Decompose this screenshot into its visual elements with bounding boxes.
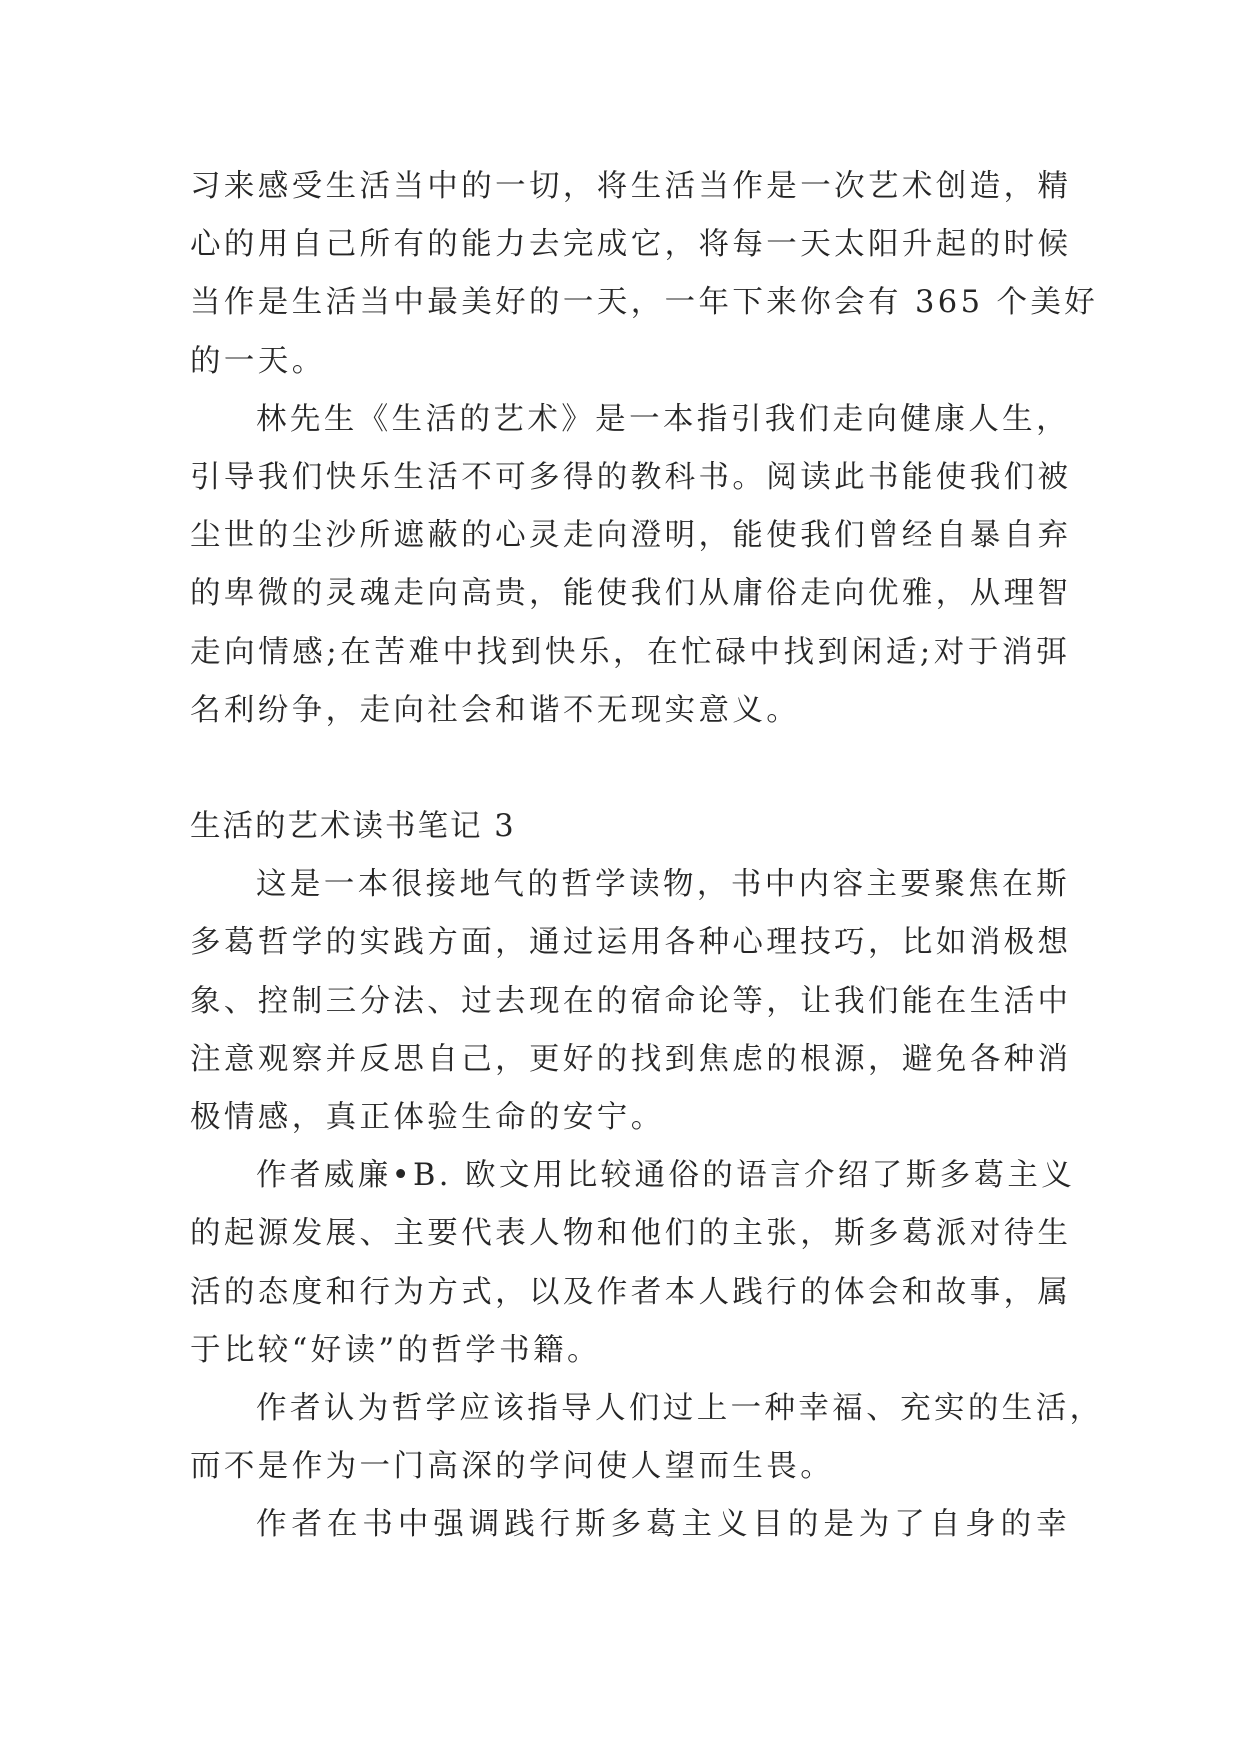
text-line: 心的用自己所有的能力去完成它，将每一天太阳升起的时候 xyxy=(190,227,1072,263)
text-line: 而不是作为一门高深的学问使人望而生畏。 xyxy=(190,1449,835,1485)
text-line: 这是一本很接地气的哲学读物，书中内容主要聚焦在斯 xyxy=(256,867,1070,903)
text-line: 作者认为哲学应该指导人们过上一种幸福、充实的生活， xyxy=(256,1391,1104,1427)
text-line: 于比较“好读”的哲学书籍。 xyxy=(190,1332,601,1368)
paragraph-book-praise xyxy=(190,391,1070,740)
text-line: 多葛哲学的实践方面，通过运用各种心理技巧，比如消极想 xyxy=(190,925,1072,961)
paragraph-intro xyxy=(190,856,1070,1147)
paragraph-continued xyxy=(190,158,1099,391)
document-body xyxy=(190,158,1104,1555)
section-gap xyxy=(190,740,1070,798)
text-line: 注意观察并反思自己，更好的找到焦虑的根源，避免各种消 xyxy=(190,1041,1072,1077)
section-heading xyxy=(190,798,1070,856)
text-line: 尘世的尘沙所遮蔽的心灵走向澄明，能使我们曾经自暴自弃 xyxy=(190,518,1072,554)
text-line: 走向情感;在苦难中找到快乐，在忙碌中找到闲适;对于消弭 xyxy=(190,634,1070,670)
text-line: 习来感受生活当中的一切，将生活当作是一次艺术创造，精 xyxy=(190,169,1072,204)
text-line: 的一天。 xyxy=(190,343,326,379)
text-line: 活的态度和行为方式，以及作者本人践行的体会和故事，属 xyxy=(190,1274,1072,1310)
heading-text: 生活的艺术读书笔记 3 xyxy=(190,809,516,845)
text-line: 当作是生活当中最美好的一天，一年下来你会有 365 个美好 xyxy=(190,285,1099,321)
text-line: 名利纷争，走向社会和谐不无现实意义。 xyxy=(190,692,801,728)
text-line: 的起源发展、主要代表人物和他们的主张，斯多葛派对待生 xyxy=(190,1216,1072,1252)
text-line: 作者在书中强调践行斯多葛主义目的是为了自身的幸 xyxy=(256,1507,1070,1543)
text-line: 象、控制三分法、过去现在的宿命论等，让我们能在生活中 xyxy=(190,983,1072,1019)
text-line: 的卑微的灵魂走向高贵，能使我们从庸俗走向优雅，从理智 xyxy=(190,576,1072,612)
paragraph-author xyxy=(190,1147,1076,1380)
paragraph-stoicism xyxy=(190,1496,1070,1554)
text-line: 作者威廉•B. 欧文用比较通俗的语言介绍了斯多葛主义 xyxy=(256,1158,1076,1194)
text-line: 引导我们快乐生活不可多得的教科书。阅读此书能使我们被 xyxy=(190,460,1072,496)
text-line: 林先生《生活的艺术》是一本指引我们走向健康人生， xyxy=(256,401,1070,437)
paragraph-philosophy xyxy=(190,1380,1104,1496)
text-line: 极情感，真正体验生命的安宁。 xyxy=(190,1100,665,1136)
